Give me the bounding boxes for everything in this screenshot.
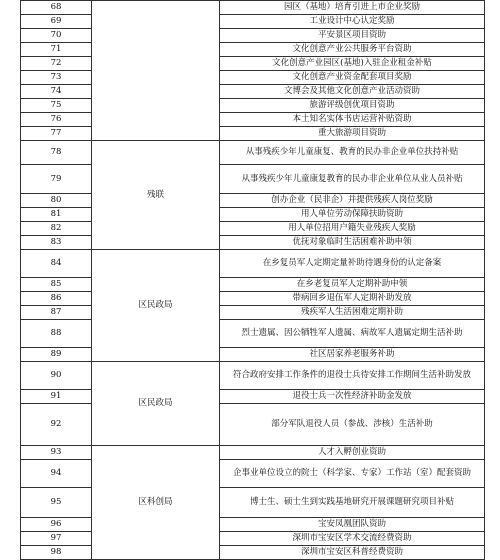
table-row [21,141,485,165]
subsidy-table [20,0,485,560]
row-number: 76 [21,113,92,127]
row-number: 69 [21,15,92,29]
subsidy-item: 重大旅游项目资助 [220,127,485,141]
row-number: 81 [21,208,92,222]
subsidy-item: 人才入孵创业资助 [220,446,485,460]
table-row [21,222,485,236]
subsidy-item: 宝安凤凰团队资助 [220,518,485,532]
table-row [21,165,485,194]
row-number: 87 [21,306,92,320]
table-row [21,404,485,446]
row-number: 96 [21,518,92,532]
subsidy-item: 从事残疾少年儿童康复、教育的民办非企业单位扶持补贴 [220,141,485,165]
subsidy-item: 博士生、硕士生到实践基地研究开展课题研究项目补贴 [220,488,485,518]
row-number: 74 [21,85,92,99]
table-row [21,15,485,29]
row-number: 85 [21,278,92,292]
subsidy-item: 在乡复员军人定期定量补助待遇身份的认定备案 [220,250,485,278]
table-row [21,71,485,85]
table-row [21,1,485,15]
table-row [21,546,485,560]
subsidy-item: 深圳市宝安区科普经费资助 [220,546,485,560]
row-number: 89 [21,348,92,362]
subsidy-item: 残疾军人生活困难定期补助 [220,306,485,320]
table-row [21,460,485,488]
subsidy-item: 文博会及其他文化创意产业活动资助 [220,85,485,99]
subsidy-item: 优抚对象临时生活困难补助申领 [220,236,485,250]
subsidy-item: 从事残疾少年儿童康复教育的民办非企业单位从业人员补贴 [220,165,485,194]
subsidy-item: 平安景区项目资助 [220,29,485,43]
department-cell: 区民政局 [92,362,220,446]
subsidy-item: 工业设计中心认定奖励 [220,15,485,29]
subsidy-item: 部分军队退役人员（参战、涉核）生活补助 [220,404,485,446]
row-number: 68 [21,1,92,15]
subsidy-item: 旅游评级创优项目资助 [220,99,485,113]
subsidy-item: 退役士兵一次性经济补助金发放 [220,390,485,404]
row-number: 82 [21,222,92,236]
table-row [21,532,485,546]
table-row [21,57,485,71]
subsidy-item: 创办企业（民非企）并提供残疾人岗位奖励 [220,194,485,208]
department-cell: 区科创局 [92,446,220,560]
row-number: 94 [21,460,92,488]
row-number: 93 [21,446,92,460]
department-cell-empty [92,1,220,141]
department-cell: 残联 [92,141,220,250]
table-row [21,250,485,278]
subsidy-item: 文化创意产业园区(基地)入驻企业租金补贴 [220,57,485,71]
table-row [21,292,485,306]
subsidy-item: 本土知名实体书店运营补贴资助 [220,113,485,127]
table-row [21,113,485,127]
row-number: 95 [21,488,92,518]
subsidy-item: 文化创意产业公共服务平台资助 [220,43,485,57]
table-row [21,278,485,292]
subsidy-item: 社区居家养老服务补助 [220,348,485,362]
table-row [21,348,485,362]
table-row [21,518,485,532]
row-number: 98 [21,546,92,560]
subsidy-item: 文化创意产业资金配套项目奖励 [220,71,485,85]
subsidy-item: 带病回乡退伍军人定期补助发放 [220,292,485,306]
row-number: 88 [21,320,92,348]
subsidy-item: 深圳市宝安区学术交流经费资助 [220,532,485,546]
row-number: 80 [21,194,92,208]
row-number: 78 [21,141,92,165]
subsidy-item: 园区（基地）培育引进上市企业奖励 [220,1,485,15]
table-row [21,85,485,99]
subsidy-item: 在乡老复员军人定期补助申领 [220,278,485,292]
subsidy-item: 符合政府安排工作条件的退役士兵待安排工作期间生活补助发放 [220,362,485,390]
table-row [21,488,485,518]
row-number: 90 [21,362,92,390]
table-row [21,306,485,320]
table-row [21,236,485,250]
subsidy-item: 企事业单位设立的院士（科学家、专家）工作站（室）配套资助 [220,460,485,488]
table-row [21,320,485,348]
row-number: 77 [21,127,92,141]
row-number: 75 [21,99,92,113]
row-number: 79 [21,165,92,194]
row-number: 71 [21,43,92,57]
table-row [21,208,485,222]
table-row [21,446,485,460]
row-number: 70 [21,29,92,43]
table-row [21,390,485,404]
row-number: 72 [21,57,92,71]
table-row [21,194,485,208]
subsidy-item: 用人单位招用户籍失业残疾人奖励 [220,222,485,236]
department-cell: 区民政局 [92,250,220,362]
row-number: 92 [21,404,92,446]
table-row [21,99,485,113]
row-number: 84 [21,250,92,278]
row-number: 91 [21,390,92,404]
table-row [21,43,485,57]
subsidy-item: 用人单位劳动保障扶助资助 [220,208,485,222]
row-number: 97 [21,532,92,546]
subsidy-item: 烈士遗属、因公牺牲军人遗属、病故军人遗属定期生活补助 [220,320,485,348]
table-row [21,29,485,43]
table-row [21,127,485,141]
row-number: 86 [21,292,92,306]
row-number: 83 [21,236,92,250]
row-number: 73 [21,71,92,85]
table-row [21,362,485,390]
